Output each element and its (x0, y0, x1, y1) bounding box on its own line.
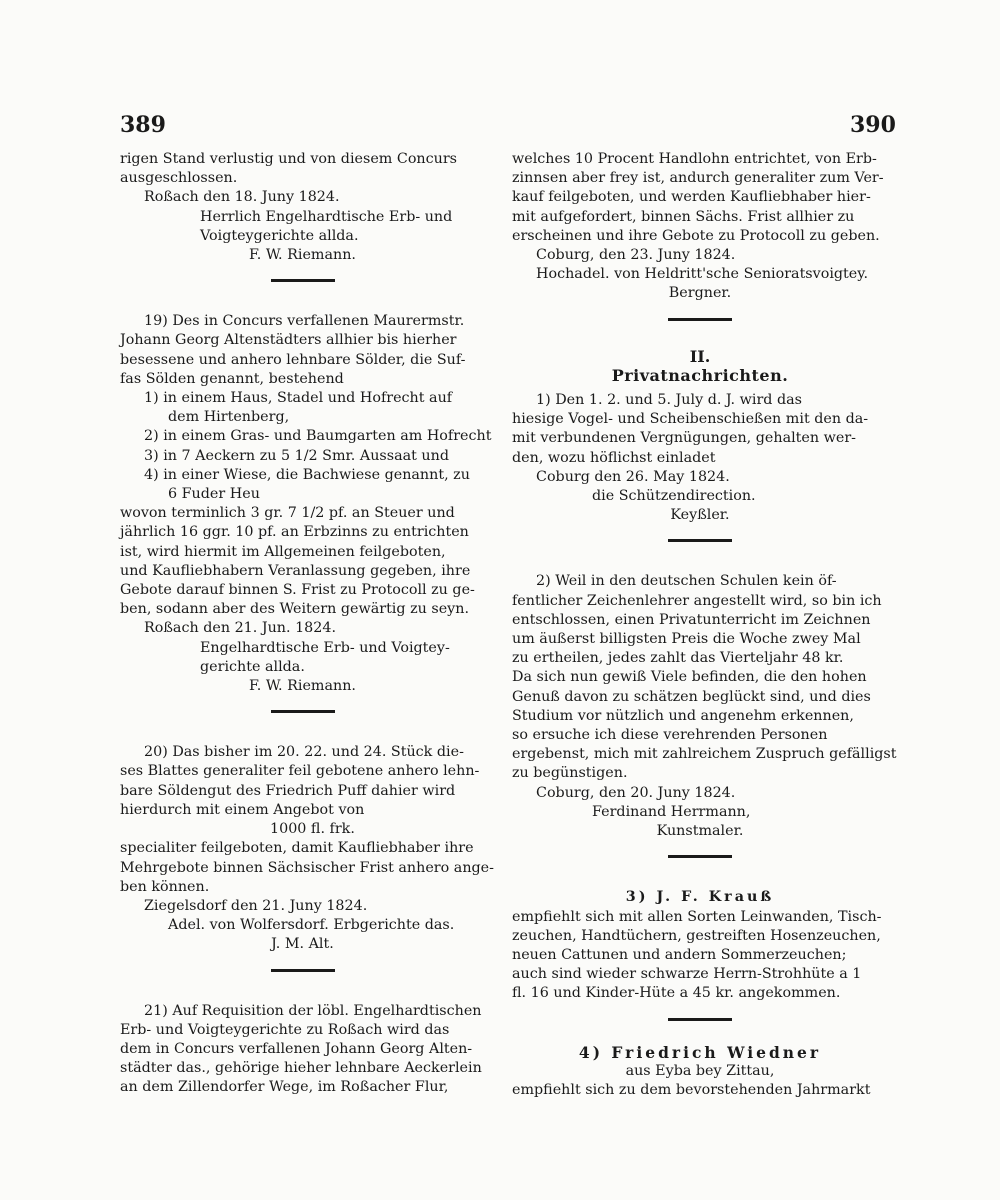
text-line: Erb- und Voigteygerichte zu Roßach wird das (120, 1021, 450, 1038)
text-line: und Kaufliebhabern Veranlassung gegeben, ihre (120, 562, 471, 579)
text-line: 1) Den 1. 2. und 5. July d. J. wird das (536, 392, 803, 409)
place-date: Coburg, den 20. Juny 1824. (536, 784, 736, 801)
issuer: Herrlich Engelhardtische Erb- und (200, 208, 453, 225)
place-date: Roßach den 21. Jun. 1824. (144, 620, 337, 637)
text-line: fas Sölden genannt, bestehend (120, 370, 344, 387)
text-line: so ersuche ich diese verehrenden Personen (512, 727, 828, 744)
notice-21 (120, 1002, 485, 1098)
text-line: welches 10 Procent Handlohn entrichtet, von Erb- (512, 151, 877, 167)
text-line: 3) in 7 Aeckern zu 5 1/2 Smr. Aussaat und (144, 447, 449, 464)
text-line: 6 Fuder Heu (168, 486, 260, 503)
text-line: Johann Georg Altenstädters allhier bis hierher (120, 332, 457, 349)
text-line: neuen Cattunen und andern Sommerzeuchen; (512, 946, 847, 963)
text-line: hierdurch mit einem Angebot von (120, 801, 365, 818)
divider (668, 855, 732, 858)
text-line: zu begünstigen. (512, 765, 628, 782)
text-line: erscheinen und ihre Gebote zu Protocoll zu geben. (512, 227, 880, 244)
text-line: hiesige Vogel- und Scheibenschießen mit den da- (512, 411, 869, 428)
text-line: 21) Auf Requisition der löbl. Engelhardtischen (144, 1002, 482, 1019)
text-line: Da sich nun gewiß Viele befinden, die den hohen (512, 669, 867, 686)
text-line: 4) in einer Wiese, die Bachwiese genannt, zu (144, 466, 470, 483)
issuer: Adel. von Wolfersdorf. Erbgerichte das. (168, 917, 455, 934)
divider (668, 1018, 732, 1021)
section-title: Privatnachrichten. (611, 365, 789, 385)
issuer: die Schützendirection. (592, 488, 756, 505)
text-line: 19) Des in Concurs verfallenen Maurermstr. (144, 313, 465, 330)
signature: F. W. Riemann. (249, 678, 356, 695)
issuer: Voigteygerichte allda. (200, 227, 359, 244)
text-line: ben, sodann aber des Weitern gewärtig zu seyn. (120, 601, 469, 618)
divider (271, 279, 335, 282)
text-line: wovon terminlich 3 gr. 7 1/2 pf. an Steuer und (120, 505, 455, 522)
text-line: aus Eyba bey Zittau, (625, 1062, 775, 1079)
text-line: Studium vor nützlich und angenehm erkennen, (512, 707, 854, 724)
text-line: empfiehlt sich zu dem bevorstehenden Jahrmarkt (512, 1081, 871, 1098)
text-line: specialiter feilgeboten, damit Kaufliebhaber ihre (120, 840, 474, 857)
notice-continuation (120, 150, 485, 265)
notice-2 (512, 572, 897, 841)
text-line: um äußerst billigsten Preis die Woche zwey Mal (512, 631, 861, 648)
left-column (120, 150, 494, 1098)
text-line: auch sind wieder schwarze Herrn-Strohhüte a 1 (512, 966, 862, 983)
place-date: Ziegelsdorf den 21. Juny 1824. (144, 897, 368, 914)
notice-19 (120, 312, 492, 696)
issuer: Hochadel. von Heldritt'sche Senioratsvoigtey. (536, 266, 868, 283)
text-line: 1) in einem Haus, Stadel und Hofrecht auf (144, 390, 453, 407)
notice-1 (512, 391, 888, 525)
text-line: 2) in einem Gras- und Baumgarten am Hofrecht (144, 428, 492, 445)
signature: Keyßler. (670, 507, 730, 524)
signature: J. M. Alt. (271, 936, 334, 953)
notice-3 (512, 888, 888, 1003)
signature-title: Kunstmaler. (656, 823, 744, 840)
signature: Bergner. (668, 285, 732, 302)
text-line: empfiehlt sich mit allen Sorten Leinwanden, Tisch- (512, 908, 882, 925)
text-line: ausgeschlossen. (120, 170, 238, 187)
text-line: 2) Weil in den deutschen Schulen kein öf- (536, 573, 837, 590)
place-date: Roßach den 18. Juny 1824. (144, 189, 340, 206)
text-line: besessene und anhero lehnbare Sölder, die Suf- (120, 351, 466, 368)
issuer: gerichte allda. (200, 658, 305, 675)
page-number-left: 389 (120, 112, 166, 138)
issuer: Engelhardtische Erb- und Voigtey- (200, 639, 450, 656)
text-line: mit aufgefordert, binnen Sächs. Frist allhier zu (512, 208, 855, 225)
advertiser-name: 3) J. F. Krauß (625, 889, 775, 906)
divider (271, 710, 335, 713)
text-line: den, wozu höflichst einladet (512, 449, 716, 466)
signature: F. W. Riemann. (249, 247, 356, 264)
text-line: bare Söldengut des Friedrich Puff dahier wird (120, 782, 456, 799)
place-date: Coburg, den 23. Juny 1824. (536, 247, 736, 264)
text-line: ses Blattes generaliter feil gebotene anhero lehn- (120, 763, 480, 780)
place-date: Coburg den 26. May 1824. (536, 468, 730, 485)
text-line: entschlossen, einen Privatunterricht im Zeichnen (512, 611, 871, 628)
text-line: zeuchen, Handtüchern, gestreiften Hosenzeuchen, (512, 927, 881, 944)
text-line: mit verbundenen Vergnügungen, gehalten wer- (512, 430, 856, 447)
text-line: 20) Das bisher im 20. 22. und 24. Stück die- (144, 744, 464, 761)
text-line: Mehrgebote binnen Sächsischer Frist anhero ange- (120, 859, 494, 876)
text-line: dem in Concurs verfallenen Johann Georg Alten- (120, 1040, 473, 1057)
divider (271, 969, 335, 972)
page-number-right: 390 (850, 112, 896, 138)
text-line: dem Hirtenberg, (168, 409, 290, 426)
amount: 1000 fl. frk. (270, 821, 355, 838)
text-line: rigen Stand verlustig und von diesem Concurs (120, 151, 458, 167)
text-line: städter das., gehörige hieher lehnbare Aeckerlein (120, 1060, 482, 1077)
text-line: ergebenst, mich mit zahlreichem Zuspruch gefälligst (512, 746, 897, 763)
section-number: II. (689, 346, 711, 366)
text-line: fentlicher Zeichenlehrer angestellt wird, so bin ich (512, 592, 882, 609)
text-line: ben können. (120, 878, 210, 895)
text-line: Gebote darauf binnen S. Frist zu Protocoll zu ge- (120, 582, 475, 599)
text-line: Genuß davon zu schätzen beglückt sind, und dies (512, 688, 871, 705)
text-line: fl. 16 und Kinder-Hüte a 45 kr. angekommen. (512, 985, 841, 1002)
text-line: an dem Zillendorfer Wege, im Roßacher Flur, (120, 1079, 449, 1096)
divider (668, 318, 732, 321)
text-line: jährlich 16 ggr. 10 pf. an Erbzinns zu entrichten (120, 524, 469, 541)
notice-21-continuation (512, 150, 888, 304)
advertiser-name: 4) Friedrich Wiedner (578, 1042, 822, 1062)
right-column (512, 150, 897, 1100)
text-line: zu ertheilen, jedes zahlt das Vierteljahr 48 kr. (512, 650, 844, 667)
notice-4 (512, 1043, 888, 1101)
notice-20 (120, 743, 494, 954)
text-line: zinnsen aber frey ist, andurch generaliter zum Ver- (512, 170, 884, 187)
divider (668, 539, 732, 542)
text-line: ist, wird hiermit im Allgemeinen feilgeboten, (120, 543, 446, 560)
text-line: kauf feilgeboten, und werden Kaufliebhaber hier- (512, 189, 871, 206)
signature: Ferdinand Herrmann, (592, 803, 751, 820)
